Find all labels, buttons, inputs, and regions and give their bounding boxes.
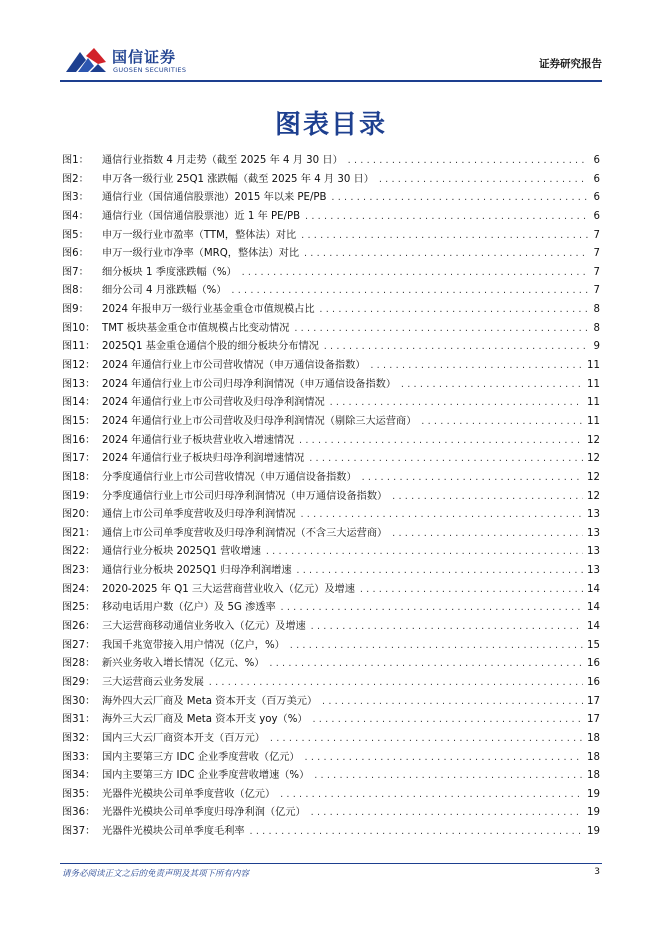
toc-entry-number: 图11： [62,341,96,353]
toc-entry-page: 16 [587,676,600,688]
toc-dot-leader [300,506,583,525]
toc-entry-title: 通信行业指数 4 月走势（截至 2025 年 4 月 30 日） [102,155,343,166]
toc-entry[interactable] [62,264,600,283]
toc-entry-title: 通信行业分板块 2025Q1 归母净利润增速 [102,565,292,577]
toc-dot-leader [369,357,583,376]
toc-entry-number: 图30： [62,695,96,707]
toc-dot-leader [265,543,583,562]
toc-entry[interactable] [62,152,600,171]
toc-dot-leader [289,637,583,656]
toc-entry-page: 6 [593,155,600,166]
toc-entry[interactable] [62,506,600,525]
toc-entry-page: 12 [587,490,600,502]
toc-dot-leader [378,171,588,190]
toc-entry[interactable] [62,730,600,749]
toc-entry-number: 图13： [62,378,96,390]
toc-entry-title: 通信上市公司单季度营收及归母净利润情况 [102,509,296,521]
toc-dot-leader [400,376,583,395]
toc-entry-number: 图32： [62,732,96,744]
toc-dot-leader [304,749,583,768]
toc-entry-title: 光器件光模块公司单季度毛利率 [102,826,245,838]
toc-entry-title: 海外三大云厂商及 Meta 资本开支 yoy（%） [102,714,308,726]
toc-entry-number: 图6： [62,248,89,260]
toc-dot-leader [331,189,588,208]
toc-entry-page: 16 [587,658,600,670]
toc-entry-title: 细分公司 4 月涨跌幅（%） [102,285,227,297]
toc-entry-page: 13 [587,527,600,539]
toc-entry-title: 通信行业（国信通信股票池）2015 年以来 PE/PB [102,192,327,204]
toc-entry[interactable] [62,394,600,413]
toc-entry-number: 图15： [62,415,96,427]
toc-dot-leader [310,618,583,637]
toc-entry-number: 图4： [62,210,89,222]
toc-entry-page: 17 [587,695,600,707]
toc-entry-title: 细分板块 1 季度涨跌幅（%） [102,266,237,278]
toc-dot-leader [312,711,583,730]
toc-dot-leader [293,320,588,339]
toc-entry-page: 13 [587,509,600,521]
table-of-figures [62,152,600,842]
toc-entry-title: 2025Q1 基金重仓通信个股的细分板块分布情况 [102,341,319,353]
toc-dot-leader [269,655,584,674]
toc-entry-page: 6 [593,210,600,222]
toc-entry-number: 图9： [62,304,89,316]
toc-dot-leader [323,338,588,357]
toc-entry[interactable] [62,450,600,469]
toc-dot-leader [319,301,588,320]
toc-entry-page: 19 [587,826,600,838]
toc-entry-number: 图3： [62,192,89,204]
toc-entry-page: 17 [587,714,600,726]
header-divider [60,80,602,82]
toc-entry[interactable] [62,786,600,805]
toc-entry[interactable] [62,488,600,507]
toc-entry[interactable] [62,245,600,264]
toc-dot-leader [298,432,583,451]
toc-entry-title: 海外四大云厂商及 Meta 资本开支（百万美元） [102,695,318,707]
toc-entry[interactable] [62,804,600,823]
toc-entry-page: 18 [587,770,600,782]
toc-dot-leader [304,208,588,227]
toc-entry-number: 图34： [62,770,96,782]
toc-entry-page: 11 [587,378,600,390]
toc-entry-title: 2024 年通信行业子板块归母净利润增速情况 [102,453,305,465]
company-logo [60,44,190,80]
toc-dot-leader [249,823,583,842]
toc-entry-number: 图1： [62,155,89,166]
toc-entry[interactable] [62,413,600,432]
toc-entry-page: 18 [587,751,600,763]
toc-dot-leader [208,674,583,693]
toc-entry-number: 图10： [62,322,96,334]
toc-entry-number: 图8： [62,285,89,297]
toc-dot-leader [310,804,583,823]
toc-entry-number: 图14： [62,397,96,409]
toc-entry-number: 图33： [62,751,96,763]
toc-dot-leader [308,450,583,469]
toc-entry[interactable] [62,655,600,674]
logo-english-name: GUOSEN SECURITIES [113,66,187,74]
toc-entry-title: 国内主要第三方 IDC 企业季度营收增速（%） [102,770,310,782]
toc-entry[interactable] [62,171,600,190]
toc-dot-leader [420,413,583,432]
toc-entry-title: 2020-2025 年 Q1 三大运营商营业收入（亿元）及增速 [102,583,355,595]
toc-entry-page: 12 [587,471,600,483]
toc-entry-title: 2024 年通信行业上市公司归母净利润情况（申万通信设备指数） [102,378,397,390]
toc-entry[interactable] [62,189,600,208]
toc-entry-title: 2024 年通信行业上市公司营收及归母净利润情况 [102,397,325,409]
toc-dot-leader [329,394,583,413]
toc-entry[interactable] [62,357,600,376]
toc-dot-leader [321,693,583,712]
toc-entry[interactable] [62,432,600,451]
toc-entry[interactable] [62,301,600,320]
toc-entry-number: 图16： [62,434,96,446]
toc-entry-title: TMT 板块基金重仓市值规模占比变动情况 [102,322,290,334]
toc-dot-leader [280,599,583,618]
toc-entry-page: 7 [593,266,600,278]
toc-entry-page: 9 [593,341,600,353]
toc-entry[interactable] [62,338,600,357]
toc-dot-leader [391,525,583,544]
toc-entry-page: 15 [587,639,600,651]
toc-entry-title: 2024 年报申万一级行业基金重仓市值规模占比 [102,304,315,316]
toc-entry-number: 图22： [62,546,96,558]
toc-entry-number: 图21： [62,527,96,539]
toc-entry-page: 7 [593,285,600,297]
page-number: 3 [594,867,600,877]
toc-entry-number: 图24： [62,583,96,595]
toc-dot-leader [231,282,588,301]
toc-entry[interactable] [62,282,600,301]
toc-dot-leader [347,152,588,171]
toc-dot-leader [359,581,583,600]
toc-entry-number: 图12： [62,360,96,372]
toc-entry-page: 19 [587,807,600,819]
toc-entry-page: 14 [587,602,600,614]
toc-entry-page: 6 [593,192,600,204]
toc-dot-leader [296,562,584,581]
toc-dot-leader [303,245,588,264]
toc-entry-number: 图5： [62,229,89,241]
toc-entry-page: 7 [593,229,600,241]
toc-entry[interactable] [62,376,600,395]
toc-entry[interactable] [62,823,600,842]
toc-entry-page: 7 [593,248,600,260]
page-header [60,44,602,80]
toc-entry-page: 14 [587,583,600,595]
guosen-logo-icon [64,46,108,76]
toc-entry-page: 8 [593,322,600,334]
toc-dot-leader [391,488,583,507]
toc-entry-page: 13 [587,546,600,558]
toc-entry-number: 图27： [62,639,96,651]
toc-entry-page: 6 [593,173,600,185]
toc-entry-number: 图28： [62,658,96,670]
toc-entry-page: 19 [587,788,600,800]
toc-entry-number: 图31： [62,714,96,726]
toc-entry-title: 2024 年通信行业子板块营业收入增速情况 [102,434,295,446]
toc-entry[interactable] [62,599,600,618]
toc-entry[interactable] [62,469,600,488]
toc-dot-leader [269,730,583,749]
toc-entry[interactable] [62,637,600,656]
toc-entry-title: 通信行业分板块 2025Q1 营收增速 [102,546,261,558]
toc-entry-number: 图35： [62,788,96,800]
disclaimer-text: 请务必阅读正文之后的免责声明及其项下所有内容 [62,869,250,879]
toc-entry-page: 18 [587,732,600,744]
toc-entry-page: 11 [587,415,600,427]
report-type-label: 证券研究报告 [539,58,602,70]
toc-entry-title: 分季度通信行业上市公司归母净利润情况（申万通信设备指数） [102,490,388,502]
toc-entry-number: 图36： [62,807,96,819]
toc-entry[interactable] [62,618,600,637]
toc-entry-title: 国内三大云厂商资本开支（百万元） [102,732,265,744]
toc-entry-title: 三大运营商云业务发展 [102,676,204,688]
toc-dot-leader [279,786,583,805]
toc-dot-leader [313,767,583,786]
toc-entry[interactable] [62,581,600,600]
toc-entry-title: 申万一级行业市盈率（TTM，整体法）对比 [102,229,297,241]
toc-entry-number: 图17： [62,453,96,465]
toc-dot-leader [361,469,583,488]
toc-title: 图表目录 [274,110,387,140]
toc-entry[interactable] [62,693,600,712]
toc-entry[interactable] [62,767,600,786]
toc-entry-title: 国内主要第三方 IDC 企业季度营收（亿元） [102,751,300,763]
toc-entry-number: 图29： [62,676,96,688]
toc-entry-page: 11 [587,397,600,409]
toc-entry-title: 三大运营商移动通信业务收入（亿元）及增速 [102,621,306,633]
toc-entry-number: 图19： [62,490,96,502]
toc-entry-title: 通信行业（国信通信股票池）近 1 年 PE/PB [102,210,301,222]
toc-entry-page: 8 [593,304,600,316]
toc-entry-page: 14 [587,621,600,633]
toc-entry-title: 2024 年通信行业上市公司营收情况（申万通信设备指数） [102,360,366,372]
logo-chinese-name: 国信证券 [112,48,177,66]
toc-entry-title: 通信上市公司单季度营收及归母净利润情况（不含三大运营商） [102,527,388,539]
toc-entry-number: 图26： [62,621,96,633]
toc-entry[interactable] [62,208,600,227]
toc-entry-title: 移动电话用户数（亿户）及 5G 渗透率 [102,602,276,614]
toc-entry[interactable] [62,227,600,246]
toc-entry-title: 光器件光模块公司单季度归母净利润（亿元） [102,807,306,819]
toc-entry[interactable] [62,749,600,768]
toc-entry-page: 12 [587,434,600,446]
toc-entry[interactable] [62,320,600,339]
toc-entry-title: 分季度通信行业上市公司营收情况（申万通信设备指数） [102,471,357,483]
toc-entry-title: 光器件光模块公司单季度营收（亿元） [102,788,276,800]
toc-entry-title: 新兴业务收入增长情况（亿元、%） [102,658,265,670]
toc-entry-number: 图20： [62,509,96,521]
toc-entry-number: 图37： [62,826,96,838]
toc-entry-page: 12 [587,453,600,465]
toc-entry-number: 图18： [62,471,96,483]
toc-entry-page: 11 [587,360,600,372]
toc-entry-number: 图23： [62,565,96,577]
toc-entry-number: 图25： [62,602,96,614]
toc-entry-title: 2024 年通信行业上市公司营收及归母净利润情况（剔除三大运营商） [102,415,417,427]
toc-entry[interactable] [62,711,600,730]
toc-entry-page: 13 [587,565,600,577]
toc-dot-leader [241,264,588,283]
footer-divider [60,863,602,864]
toc-entry-number: 图2： [62,173,89,185]
toc-entry-title: 申万一级行业市净率（MRQ，整体法）对比 [102,248,300,260]
toc-entry[interactable] [62,674,600,693]
toc-entry[interactable] [62,525,600,544]
toc-entry[interactable] [62,562,600,581]
toc-entry-number: 图7： [62,266,89,278]
toc-dot-leader [300,227,588,246]
toc-entry[interactable] [62,543,600,562]
toc-entry-title: 我国千兆宽带接入用户情况（亿户，%） [102,639,285,651]
toc-entry-title: 申万各一级行业 25Q1 涨跌幅（截至 2025 年 4 月 30 日） [102,173,374,185]
